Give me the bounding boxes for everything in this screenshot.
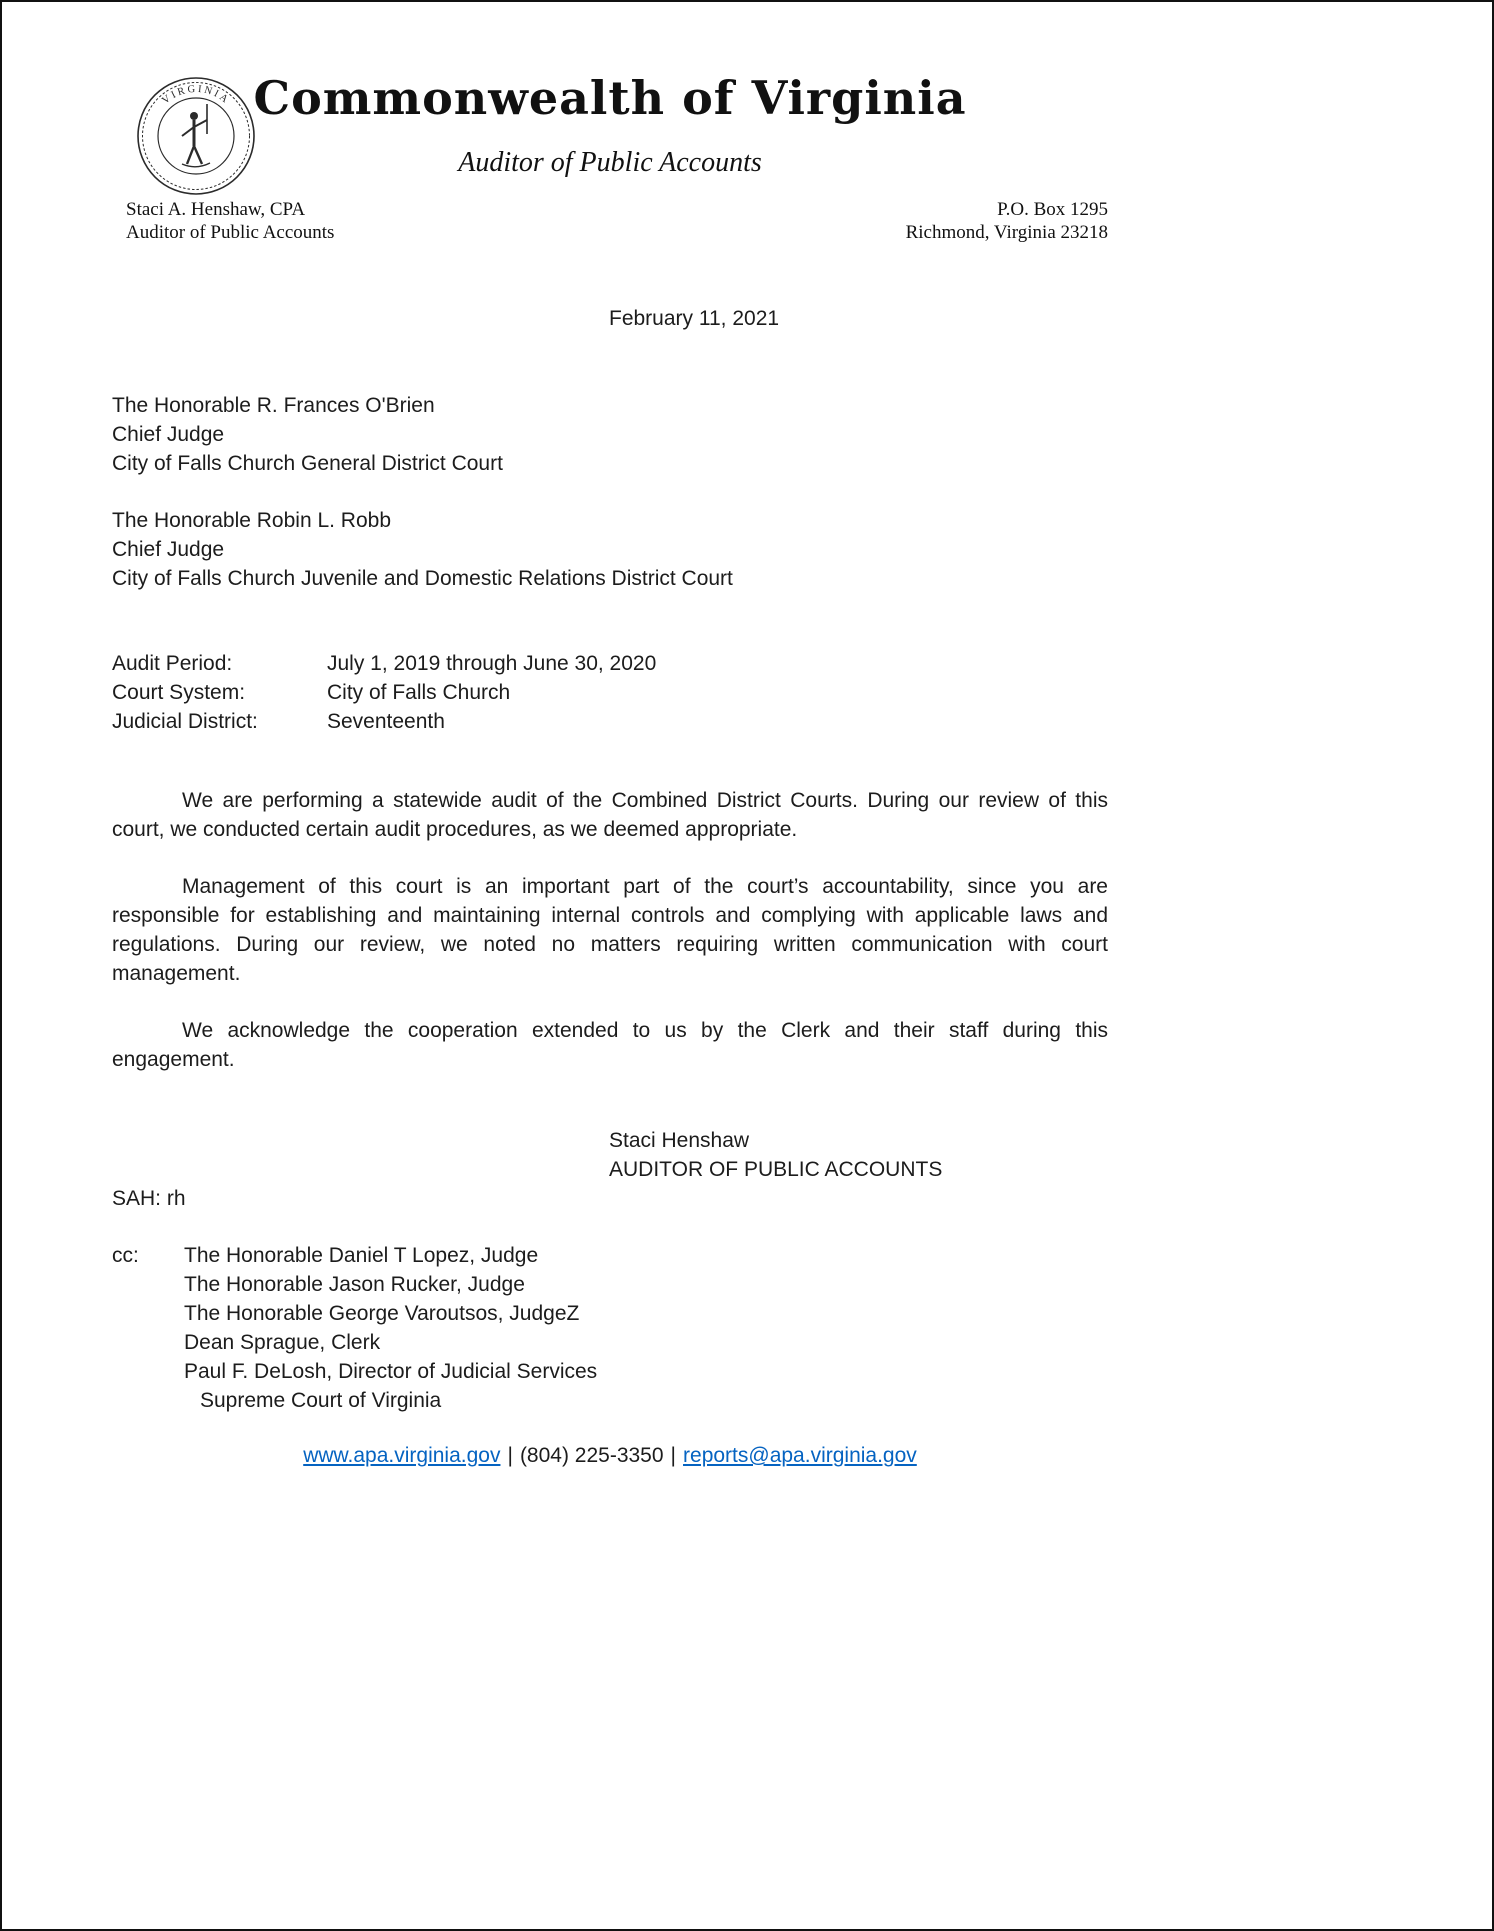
letterhead <box>112 2 1108 244</box>
body-paragraph: We are performing a statewide audit of the Combined District Courts. During our review of this court, we conducted certain audit procedures, as we deemed appropriate. <box>112 789 1108 841</box>
cc-label: cc: <box>112 1244 139 1267</box>
audit-info-row <box>112 649 1108 678</box>
footer-separator: | <box>507 1444 513 1467</box>
letterhead-contact-row <box>112 198 1108 244</box>
recipient-name: The Honorable Robin L. Robb <box>112 509 392 532</box>
cc-item: The Honorable Daniel T Lopez, Judge <box>184 1244 539 1267</box>
seal-label: VIRGINIA <box>160 83 232 107</box>
cc-item: Paul F. DeLosh, Director of Judicial Services <box>184 1360 598 1383</box>
org-subtitle: Auditor of Public Accounts <box>458 147 762 178</box>
auditor-name: Staci A. Henshaw, CPA <box>126 199 306 220</box>
audit-info-row <box>112 707 1108 736</box>
address-block <box>906 198 1108 244</box>
signature-block <box>609 1126 1108 1184</box>
seal-figure <box>182 104 210 167</box>
footer <box>112 1441 1108 1470</box>
recipient-title: Chief Judge <box>112 538 225 561</box>
reference-initials: SAH: rh <box>112 1187 186 1210</box>
audit-period-label: Audit Period: <box>112 652 233 675</box>
cc-item: The Honorable George Varoutsos, JudgeZ <box>184 1302 580 1325</box>
svg-text:VIRGINIA <box>160 84 232 107</box>
audit-info <box>112 649 1108 736</box>
judicial-district-label: Judicial District: <box>112 710 258 733</box>
recipient-title: Chief Judge <box>112 423 225 446</box>
body-paragraph: Management of this court is an important part of the court’s accountability, since you are responsible for establishing and maintaining internal controls and complying with applicable laws and regulations. During our review, we noted no matters requiring written communication with court management. <box>112 875 1108 985</box>
letter-date: February 11, 2021 <box>609 307 780 330</box>
org-title: Commonwealth of Virginia <box>253 71 967 125</box>
court-system-value: City of Falls Church <box>327 681 511 704</box>
letter-content <box>112 2 1108 1470</box>
city-state-line: Richmond, Virginia 23218 <box>905 222 1108 243</box>
signature-name: Staci Henshaw <box>609 1129 750 1152</box>
virginia-seal-icon <box>136 76 256 196</box>
website-link[interactable]: www.apa.virginia.gov <box>303 1444 501 1467</box>
court-system-label: Court System: <box>112 681 246 704</box>
cc-item: Dean Sprague, Clerk <box>184 1331 381 1354</box>
cc-block <box>112 1241 1108 1415</box>
po-box-line: P.O. Box 1295 <box>997 199 1108 220</box>
phone-number: (804) 225-3350 <box>519 1444 664 1467</box>
audit-info-row <box>112 678 1108 707</box>
signature-title: AUDITOR OF PUBLIC ACCOUNTS <box>609 1158 943 1181</box>
auditor-title: Auditor of Public Accounts <box>126 222 335 243</box>
recipient-name: The Honorable R. Frances O'Brien <box>112 394 435 417</box>
cc-list <box>184 1241 597 1415</box>
body-paragraph: We acknowledge the cooperation extended to us by the Clerk and their staff during this engagement. <box>112 1019 1108 1071</box>
email-link[interactable]: reports@apa.virginia.gov <box>683 1444 917 1467</box>
audit-period-value: July 1, 2019 through June 30, 2020 <box>327 652 657 675</box>
cc-item: The Honorable Jason Rucker, Judge <box>184 1273 525 1296</box>
judicial-district-value: Seventeenth <box>327 710 445 733</box>
cc-sub-item: Supreme Court of Virginia <box>200 1389 442 1412</box>
recipient-block <box>112 506 1108 593</box>
footer-separator: | <box>670 1444 677 1467</box>
auditor-contact-block <box>112 198 334 244</box>
recipient-court: City of Falls Church General District Court <box>112 452 503 475</box>
recipient-court: City of Falls Church Juvenile and Domestic Relations District Court <box>112 567 733 590</box>
recipient-block <box>112 391 1108 478</box>
